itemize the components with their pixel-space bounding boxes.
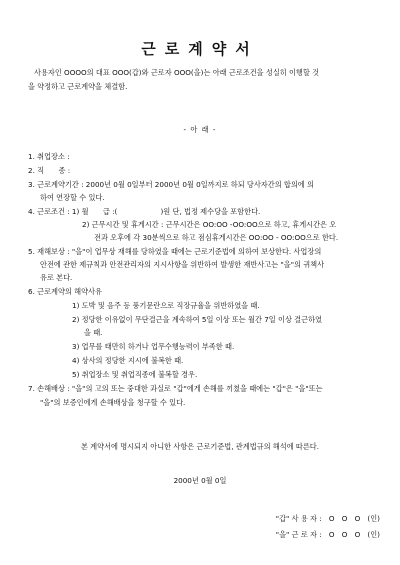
item-damages-line-1: 7. 손해배상 : "을"의 고의 또는 중대한 과실로 "갑"에게 손해를 끼쳤을 때에는 "갑"은 "을"또는: [28, 384, 323, 393]
termination-reason-2: 2) 정당한 이유없이 무단결근을 계속하여 5일 이상 또는 월간 7일 이상 결근하였: [72, 315, 322, 324]
item-accident-line-1: 5. 재해보상 : "을"이 업무상 재해를 당하였을 때에는 근로기준법에 의하여 보상한다. 사업장의: [28, 247, 322, 256]
item-workplace: 1. 취업장소 :: [28, 152, 70, 161]
contract-date: 2000년 0월 0일: [173, 476, 227, 485]
termination-reason-4: 4) 상사의 정당한 지시에 불복한 때.: [72, 356, 184, 365]
item-job: 2. 직 종 :: [28, 166, 71, 175]
item-period-line-1: 3. 근로계약기간 : 2000년 0월 0일부터 2000년 0월 0일까지로 하되 당사자간의 합의에 의: [28, 180, 314, 189]
termination-reason-1: 1) 도박 및 음주 등 풍기문란으로 직장규율을 위반하였을 때.: [72, 301, 260, 310]
employee-signature: "을" 근 로 자 : O O O (인): [275, 530, 380, 539]
item-accident-line-3: 유로 본다.: [40, 273, 73, 282]
item-conditions-hours-line-2: 전과 오후에 각 30분씩으로 하고 점심휴게시간은 OO:OO - OO:OO으로 한다.: [94, 233, 339, 242]
item-accident-line-2: 안전에 관한 제규칙과 안전관리자의 지시사항을 위반하여 발생한 재반사고는 "을"의 귀책사: [40, 260, 325, 269]
intro-line-1: 사용자인 OOOO의 대표 OOO(갑)와 근로자 OOO(을)는 아래 근로조건을 성실히 이행할 것: [34, 68, 320, 77]
termination-reason-3: 3) 업무를 태만히 하거나 업무수행능력이 부족한 때.: [72, 342, 235, 351]
document-title: 근로계약서: [141, 40, 259, 58]
intro-line-2: 을 약정하고 근로계약을 체결함.: [28, 82, 128, 91]
notes-heading: - 아 래 -: [183, 125, 217, 134]
termination-reason-2-cont: 을 때.: [84, 328, 103, 337]
item-period-line-2: 하여 연장할 수 있다.: [40, 193, 105, 202]
employer-signature: "갑" 사 용 자 : O O O (인): [275, 514, 380, 523]
item-conditions-hours-line-1: 2) 근무시간 및 휴게시간 : 근무시간은 OO:OO -OO:OO으로 하고, 휴게시간은 오: [82, 220, 337, 229]
item-termination-heading: 6. 근로계약의 해약사유: [28, 287, 102, 296]
item-conditions-wage: 4. 근로조건 : 1) 월 급 :( )원 단, 법정 제수당을 포함한다.: [28, 207, 261, 216]
item-damages-line-2: "을"의 보증인에게 손해배상을 청구할 수 있다.: [40, 398, 186, 407]
termination-reason-5: 5) 취업장소 및 취업직종에 불복할 경우.: [72, 370, 198, 379]
closing-statement: 본 계약서에 명시되지 아니한 사항은 근로기준법, 관계법규의 해석에 따른다.: [80, 442, 320, 451]
